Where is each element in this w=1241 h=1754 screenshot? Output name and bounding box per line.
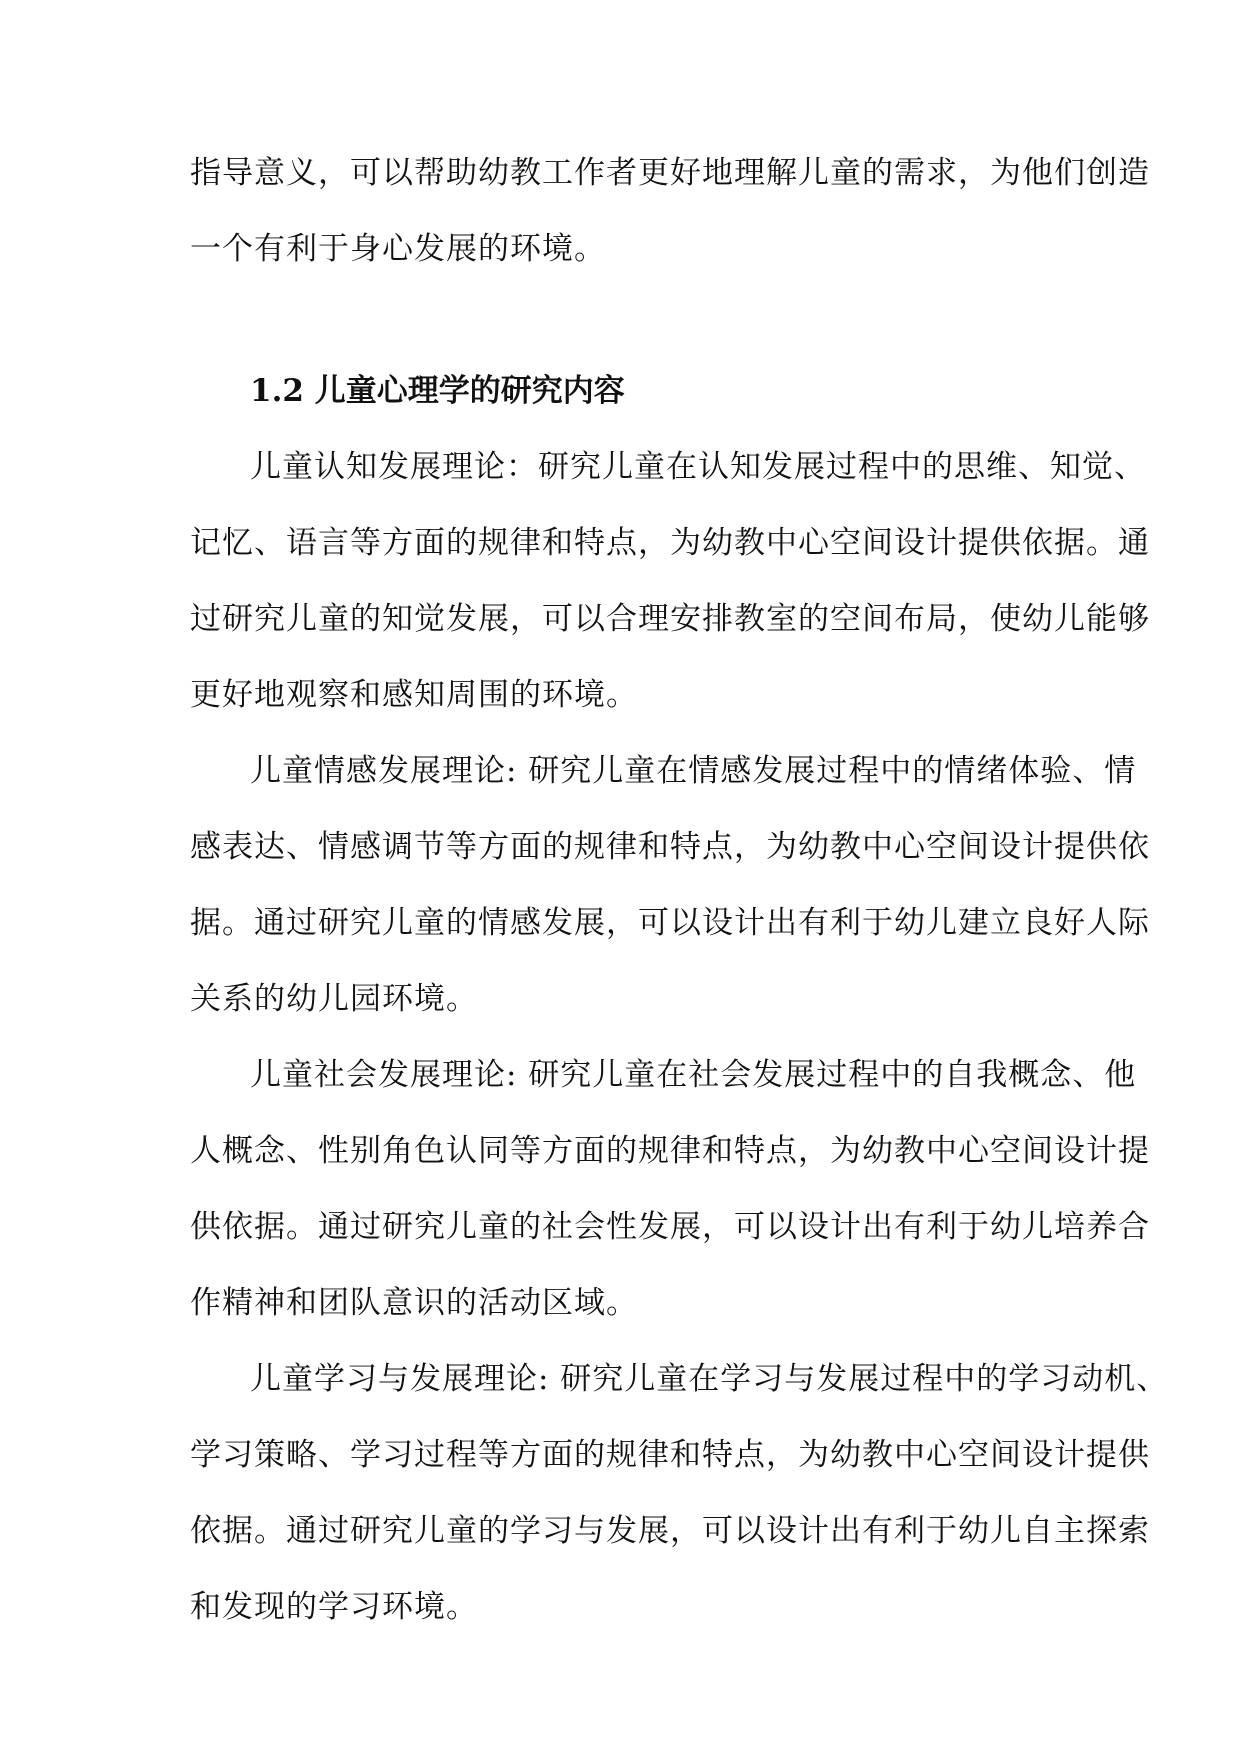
text-line: 供依据。通过研究儿童的社会性发展，可以设计出有利于幼儿培养合 [190, 1209, 1150, 1245]
text-line: 依据。通过研究儿童的学习与发展，可以设计出有利于幼儿自主探索 [190, 1513, 1150, 1549]
text-line: 和发现的学习环境。 [190, 1589, 478, 1625]
text-line: 关系的幼儿园环境。 [190, 981, 478, 1017]
section-heading: 1.2 儿童心理学的研究内容 [250, 373, 625, 409]
document-page [190, 135, 1169, 1645]
paragraph-social [190, 1037, 1150, 1341]
text-line: 儿童认知发展理论：研究儿童在认知发展过程中的思维、知觉、 [250, 449, 1146, 485]
text-line: 一个有利于身心发展的环境。 [190, 231, 606, 267]
continuation-paragraph [190, 135, 1150, 287]
text-line: 指导意义，可以帮助幼教工作者更好地理解儿童的需求，为他们创造 [190, 155, 1150, 191]
text-line: 儿童社会发展理论: 研究儿童在社会发展过程中的自我概念、他 [250, 1057, 1137, 1093]
text-line: 感表达、情感调节等方面的规律和特点，为幼教中心空间设计提供依 [190, 829, 1150, 865]
text-line: 儿童情感发展理论: 研究儿童在情感发展过程中的情绪体验、情 [250, 753, 1137, 789]
text-line: 儿童学习与发展理论: 研究儿童在学习与发展过程中的学习动机、 [250, 1361, 1169, 1397]
text-line: 学习策略、学习过程等方面的规律和特点，为幼教中心空间设计提供 [190, 1437, 1150, 1473]
text-line: 过研究儿童的知觉发展，可以合理安排教室的空间布局，使幼儿能够 [190, 601, 1150, 637]
text-line: 人概念、性别角色认同等方面的规律和特点，为幼教中心空间设计提 [190, 1133, 1150, 1169]
paragraph-cognitive [190, 429, 1150, 733]
text-line: 记忆、语言等方面的规律和特点，为幼教中心空间设计提供依据。通 [190, 525, 1150, 561]
text-line: 更好地观察和感知周围的环境。 [190, 677, 638, 713]
paragraph-learning [190, 1341, 1169, 1645]
text-line: 据。通过研究儿童的情感发展，可以设计出有利于幼儿建立良好人际 [190, 905, 1150, 941]
text-line: 作精神和团队意识的活动区域。 [190, 1285, 638, 1321]
paragraph-emotional [190, 733, 1150, 1037]
